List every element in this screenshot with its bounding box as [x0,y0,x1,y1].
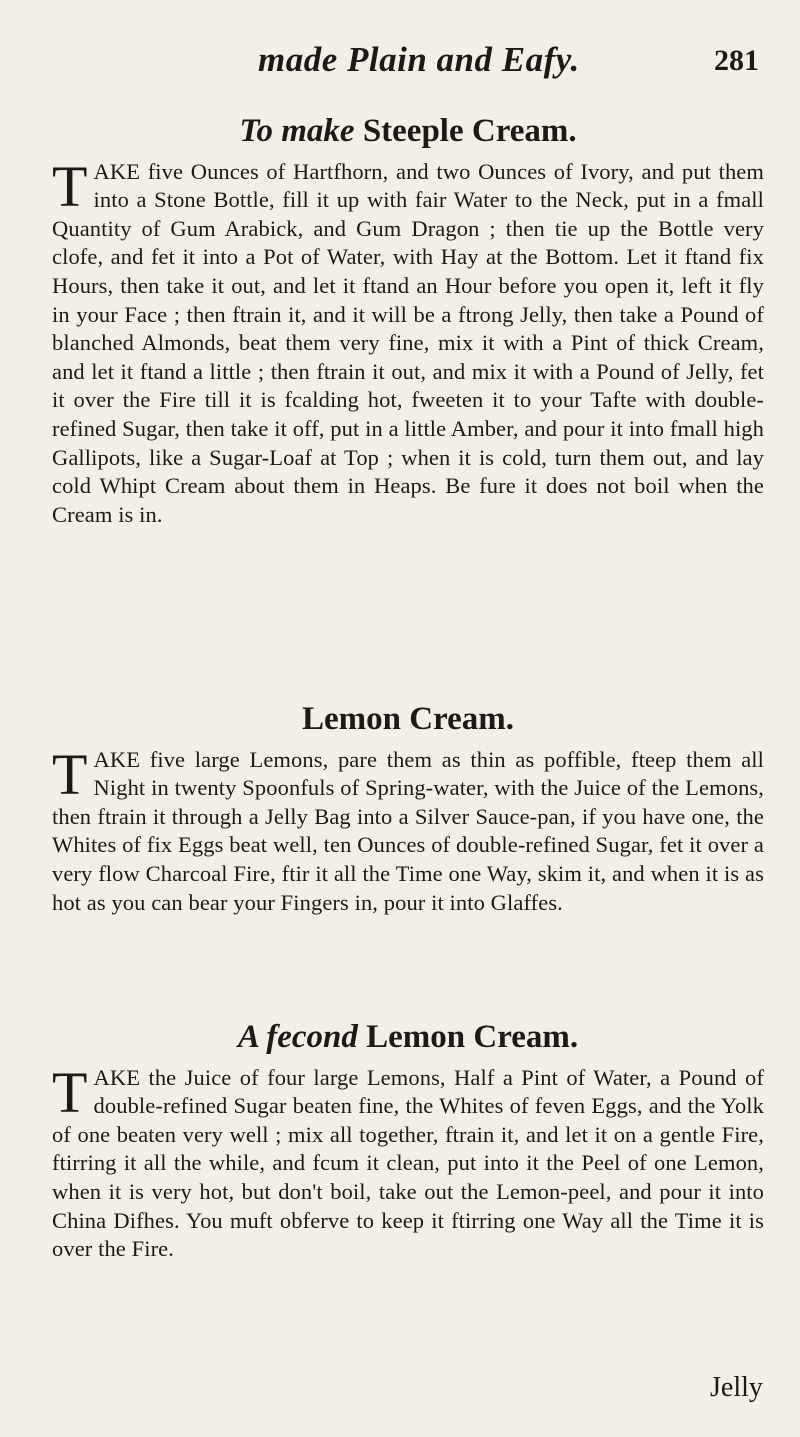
recipe-heading [52,1018,764,1058]
catchword: Jelly [710,1372,763,1403]
recipe-body [52,1059,764,1264]
recipe-heading [52,112,764,152]
recipe-second-lemon-cream [52,1018,764,1264]
running-title: made Plain and Eafy. [258,40,580,79]
drop-cap: T [52,1059,88,1125]
drop-cap: T [52,153,88,219]
page-number: 281 [714,44,759,77]
recipe-text: AKE five Ounces of Hartfhorn, and two Ounces of Ivory, and put them into a Stone Bottle, fill it up with fair Water to the Neck, put in a fmall Quantity of Gum Arabick, and Gum Dragon ; then tie up the Bottle very clofe, and fet it into a Pot of Water, with Hay at the Bottom. Let it ftand fix Hours, then take it out, and let it ftand an Hour before you open it, left it fly in your Face ; then ftrain it, and it will be a ftrong Jelly, then take a Pound of blanched Almonds, beat them very fine, mix it with a Pint of thick Cream, and let it ftand a little ; then ftrain it out, and mix it with a Pound of Jelly, fet it over the Fire till it is fcalding hot, fweeten it to your Tafte with double-refined Sugar, then take it off, put in a little Amber, and pour it into fmall high Gallipots, like a Sugar-Loaf at Top ; when it is cold, turn them out, and lay cold Whipt Cream about them in Heaps. Be fure it does not boil when the Cream is in. [52,158,764,527]
recipe-body [52,153,764,530]
heading-italic: A fecond [237,1019,358,1055]
recipe-steeple-cream [52,112,764,529]
heading-italic: To make [239,113,355,149]
recipe-lemon-cream [52,700,764,917]
heading-text: Lemon Cream. [301,701,515,737]
heading-text: Steeple Cream. [362,113,577,149]
drop-cap: T [52,741,88,807]
recipe-body [52,741,764,918]
recipe-text: AKE the Juice of four large Lemons, Half a Pint of Water, a Pound of double-refined Sugar beaten fine, the Whites of feven Eggs, and the Yolk of one beaten very well ; mix all together, ftrain it, and let it on a gentle Fire, ftirring it all the while, and fcum it clean, put into it the Peel of one Lemon, when it is very hot, but don't boil, take out the Lemon-peel, and pour it into China Difhes. You muft obferve to keep it ftirring one Way all the Time it is over the Fire. [52,1064,764,1262]
recipe-text: AKE five large Lemons, pare them as thin as poffible, fteep them all Night in twenty Spoonfuls of Spring-water, with the Juice of the Lemons, then ftrain it through a Jelly Bag into a Silver Sauce-pan, if you have one, the Whites of fix Eggs beat well, ten Ounces of double-refined Sugar, fet it over a very flow Charcoal Fire, ftir it all the Time one Way, skim it, and when it is as hot as you can bear your Fingers in, pour it into Glaffes. [52,746,764,915]
heading-text: Lemon Cream. [366,1019,579,1055]
running-head [0,40,800,80]
recipe-heading [52,700,764,740]
